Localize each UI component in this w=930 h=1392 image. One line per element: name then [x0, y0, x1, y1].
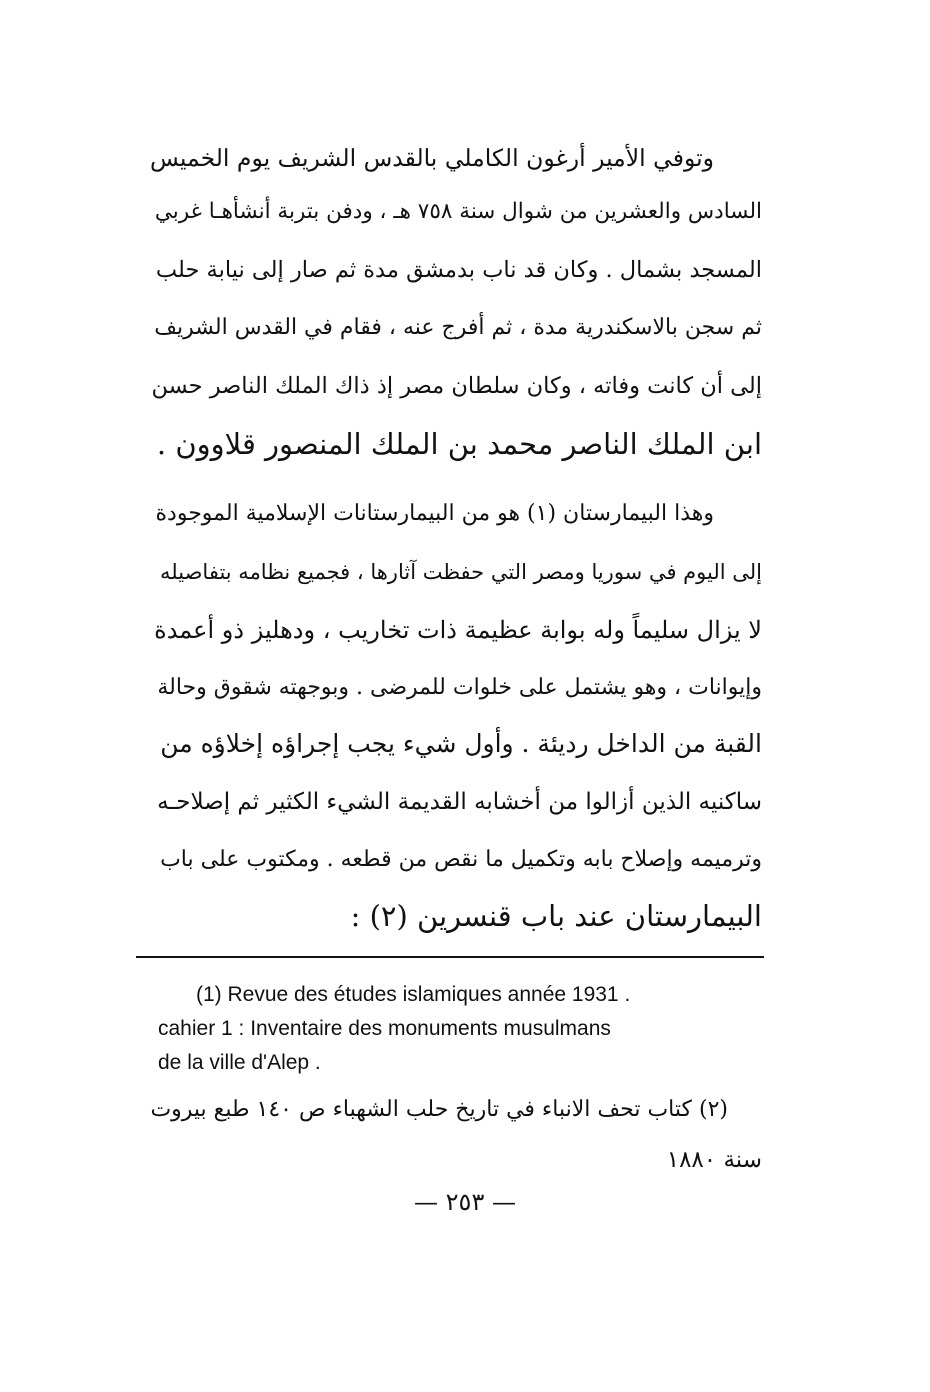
text-line: ساكنيه الذين أزالوا من أخشابه القديمة الشيء الكثير ثم إصلاحـه	[157, 789, 762, 815]
footnote-line: cahier 1 : Inventaire des monuments musulmans	[158, 1017, 611, 1040]
text-line: المسجد بشمال . وكان قد ناب بدمشق مدة ثم صار إلى نيابة حلب	[155, 257, 762, 283]
text-line: السادس والعشرين من شوال سنة ٧٥٨ هـ ، ودفن بتربة أنشأهـا غربي	[154, 199, 762, 224]
text-line: القبة من الداخل رديئة . وأول شيء يجب إجراؤه إخلاؤه من	[160, 729, 762, 758]
text-line: البيمارستان عند باب قنسرين (٢) :	[350, 899, 762, 933]
footnote-line: de la ville d'Alep .	[158, 1051, 321, 1074]
footnote-line: سنة ١٨٨٠	[666, 1147, 762, 1173]
text-line: وتوفي الأمير أرغون الكاملي بالقدس الشريف يوم الخميس	[150, 144, 714, 172]
text-line: ابن الملك الناصر محمد بن الملك المنصور قلاوون .	[156, 427, 762, 461]
page-number: — ٢٥٣ —	[414, 1188, 516, 1216]
footnote-line: (1) Revue des études islamiques année 1931 .	[196, 983, 631, 1006]
text-line: لا يزال سليماً وله بوابة عظيمة ذات تخاريب ، ودهليز ذو أعمدة	[154, 616, 762, 644]
footnote-line: (٢) كتاب تحف الانباء في تاريخ حلب الشهباء ص ١٤٠ طبع بيروت	[150, 1097, 728, 1122]
text-line: إلى أن كانت وفاته ، وكان سلطان مصر إذ ذاك الملك الناصر حسن	[151, 373, 762, 399]
text-line: وإيوانات ، وهو يشتمل على خلوات للمرضى . وبوجهته شقوق وحالة	[157, 675, 762, 700]
text-line: وترميمه وإصلاح بابه وتكميل ما نقص من قطعه . ومكتوب على باب	[160, 847, 762, 872]
text-line: ثم سجن بالاسكندرية مدة ، ثم أفرج عنه ، فقام في القدس الشريف	[154, 315, 762, 340]
footnote-separator	[136, 956, 764, 958]
text-line: إلى اليوم في سوريا ومصر التي حفظت آثارها ، فجميع نظامه بتفاصيله	[160, 560, 762, 584]
text-line: وهذا البيمارستان (١) هو من البيمارستانات الإسلامية الموجودة	[155, 501, 714, 526]
